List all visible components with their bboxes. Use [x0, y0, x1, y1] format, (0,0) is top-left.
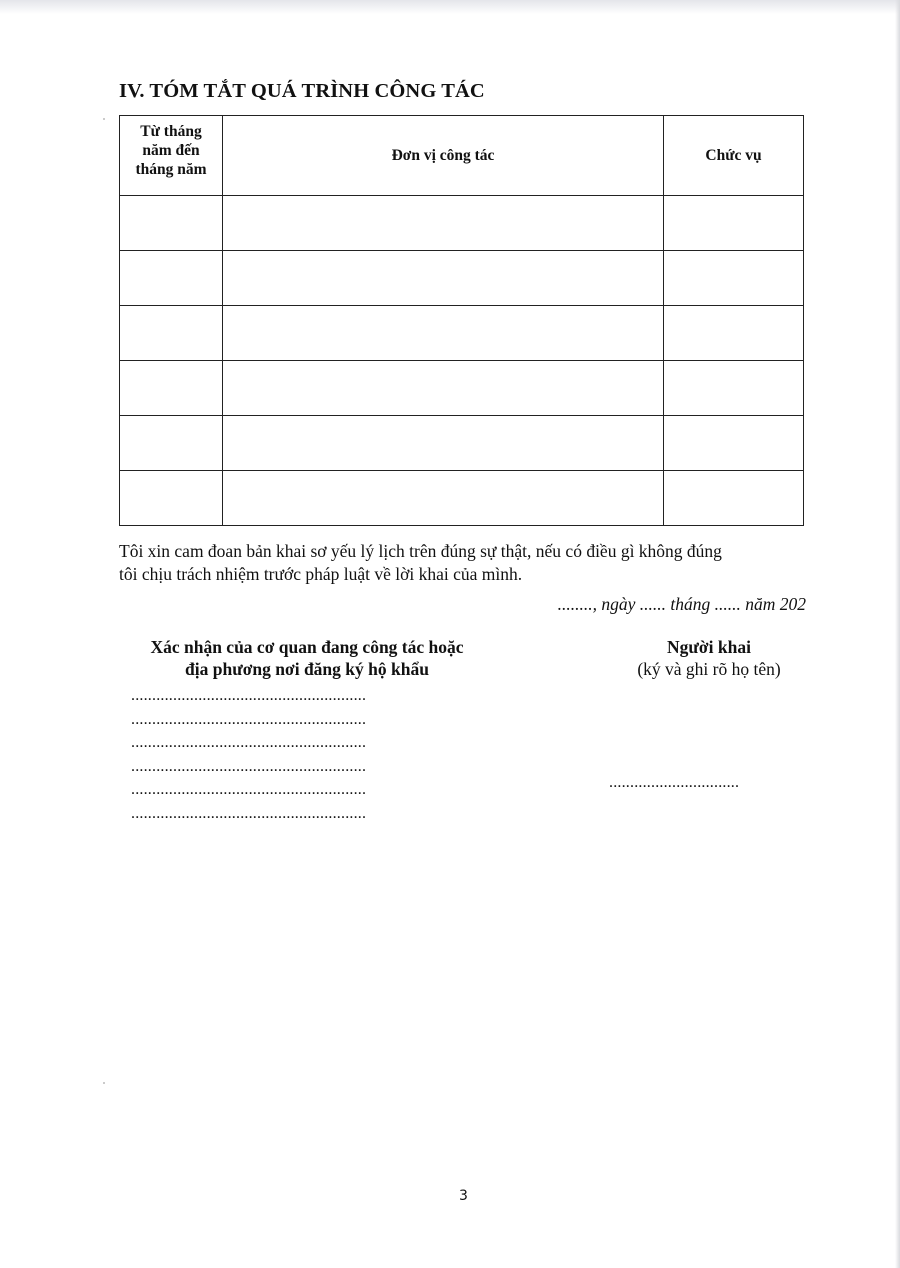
- cell-from[interactable]: [120, 306, 223, 361]
- header-position: Chức vụ: [664, 116, 804, 196]
- dotted-line[interactable]: ........................................................: [131, 781, 367, 798]
- header-from-line1: Từ tháng: [140, 123, 202, 140]
- work-history-table: [119, 115, 804, 526]
- cell-position[interactable]: [664, 251, 804, 306]
- cell-unit[interactable]: [223, 196, 664, 251]
- table-row: [120, 361, 804, 416]
- declaration-line-1: Tôi xin cam đoan bản khai sơ yếu lý lịch trên đúng sự thật, nếu có điều gì không đúng: [119, 541, 722, 561]
- signer-title: Người khai: [667, 637, 751, 657]
- dotted-line[interactable]: ........................................................: [131, 757, 367, 775]
- cell-from[interactable]: [120, 416, 223, 471]
- declaration-text: [119, 540, 809, 586]
- confirmation-title-line-1: Xác nhận của cơ quan đang công tác hoặc: [150, 637, 464, 657]
- dotted-line[interactable]: ........................................................: [131, 687, 367, 704]
- confirmation-dot-lines: [131, 684, 366, 825]
- dotted-line[interactable]: ........................................................: [131, 734, 367, 751]
- table-row: [120, 251, 804, 306]
- cell-unit[interactable]: [223, 471, 664, 526]
- signer-block: [600, 636, 818, 680]
- cell-position[interactable]: [664, 306, 804, 361]
- scan-speck: [103, 118, 105, 120]
- cell-position[interactable]: [664, 361, 804, 416]
- table-row: [120, 471, 804, 526]
- date-line: ........, ngày ...... tháng ...... năm 202: [557, 594, 806, 614]
- confirmation-block: [122, 636, 492, 680]
- header-from-line2: năm đến: [142, 142, 200, 159]
- confirmation-title-line-2: địa phương nơi đăng ký hộ khẩu: [185, 659, 429, 679]
- cell-unit[interactable]: [223, 306, 664, 361]
- table-row: [120, 416, 804, 471]
- page-number: 3: [459, 1188, 468, 1204]
- cell-position[interactable]: [664, 416, 804, 471]
- section-title: IV. TÓM TẮT QUÁ TRÌNH CÔNG TÁC: [119, 80, 485, 102]
- cell-unit[interactable]: [223, 251, 664, 306]
- cell-from[interactable]: [120, 471, 223, 526]
- scan-edge-top: [0, 0, 900, 14]
- cell-position[interactable]: [664, 471, 804, 526]
- cell-from[interactable]: [120, 251, 223, 306]
- cell-from[interactable]: [120, 361, 223, 416]
- header-unit: Đơn vị công tác: [223, 116, 664, 196]
- table-row: [120, 196, 804, 251]
- table-row: [120, 306, 804, 361]
- signer-subtitle: (ký và ghi rõ họ tên): [637, 659, 781, 679]
- declaration-line-2: tôi chịu trách nhiệm trước pháp luật về lời khai của mình.: [119, 564, 523, 584]
- scan-edge-right: [895, 0, 900, 1268]
- dotted-line[interactable]: ........................................................: [131, 710, 367, 728]
- header-from-line3: tháng năm: [135, 161, 207, 178]
- cell-position[interactable]: [664, 196, 804, 251]
- header-from-to: [120, 116, 223, 196]
- cell-unit[interactable]: [223, 416, 664, 471]
- scan-speck: [103, 1082, 105, 1084]
- signer-signature-line[interactable]: ...............................: [609, 774, 740, 791]
- table-header-row: [120, 116, 804, 196]
- cell-unit[interactable]: [223, 361, 664, 416]
- cell-from[interactable]: [120, 196, 223, 251]
- dotted-line[interactable]: ........................................................: [131, 804, 367, 822]
